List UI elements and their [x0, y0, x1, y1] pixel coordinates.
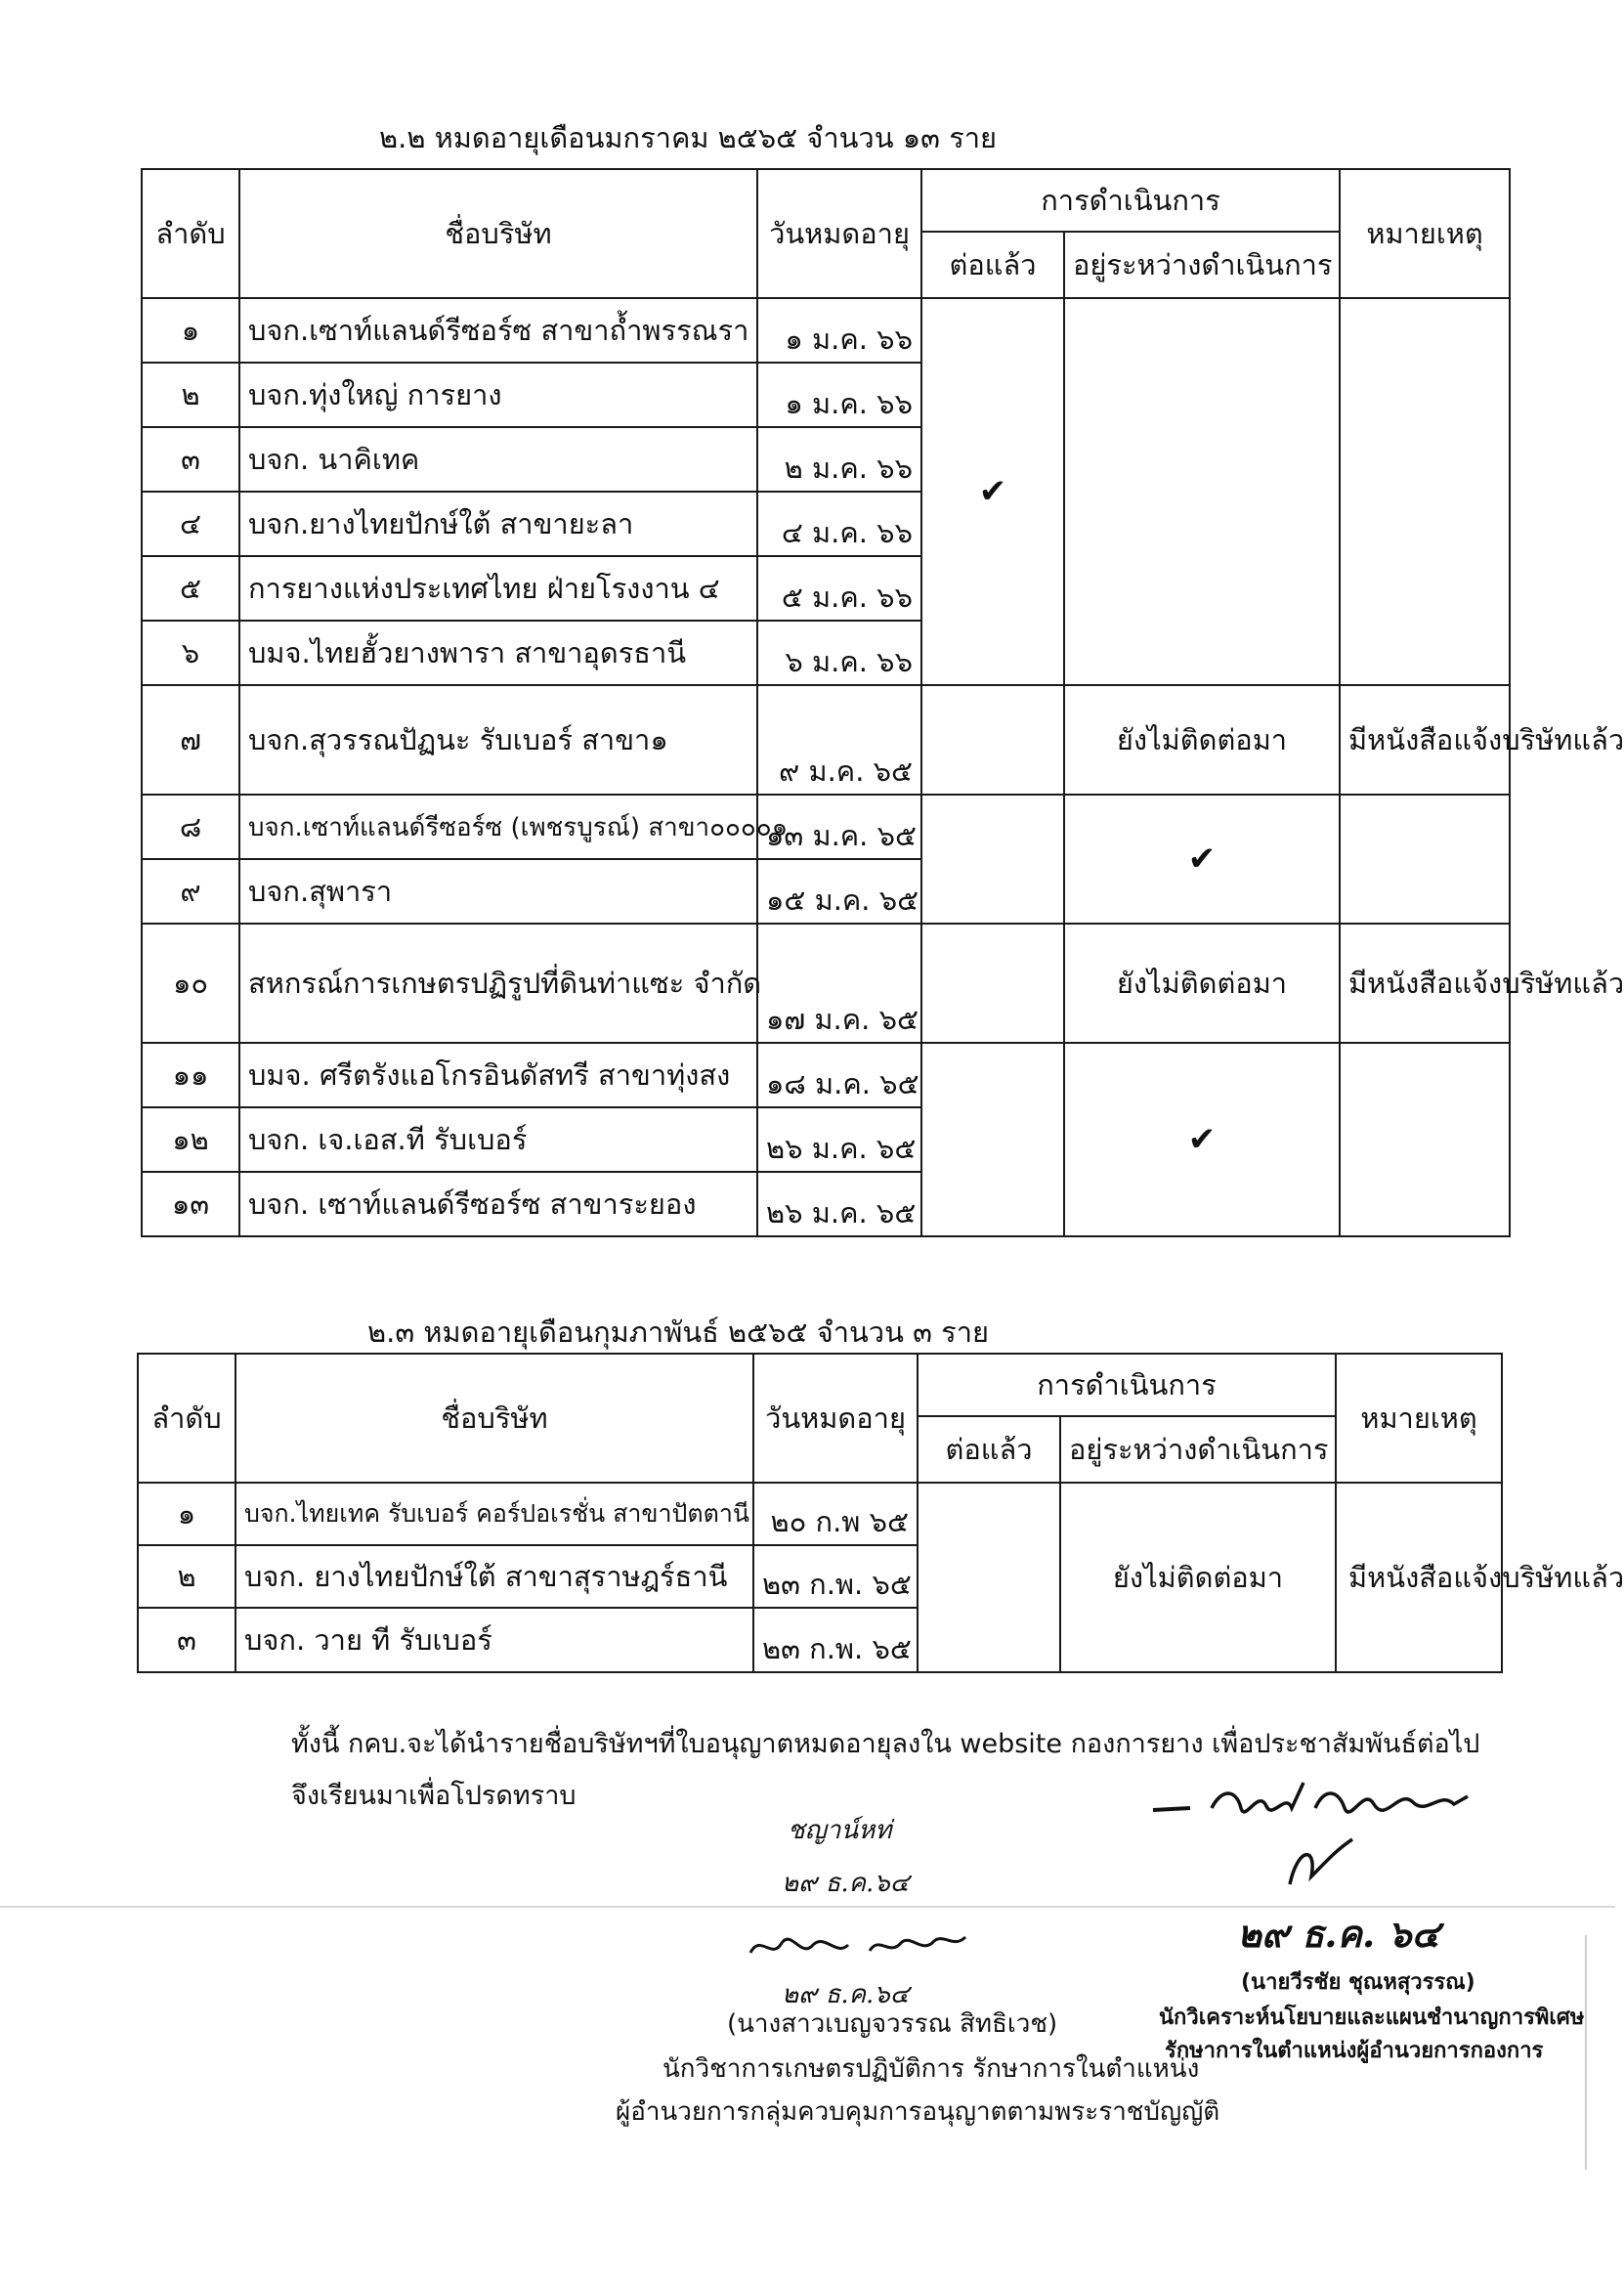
row-no: ๖ [142, 621, 239, 685]
signatory-right-position: นักวิเคราะห์นโยบายและแผนชำนาญการพิเศษ [1159, 2006, 1585, 2030]
row-expiry: ๒ ม.ค. ๖๖ [757, 427, 921, 492]
table-row [142, 685, 1510, 795]
row-no: ๘ [142, 795, 239, 859]
table-row [142, 1043, 1510, 1107]
row-company: บจก. เจ.เอส.ที รับเบอร์ [239, 1107, 757, 1172]
remark-notified: มีหนังสือแจ้งบริษัทแล้ว [1340, 685, 1510, 795]
row-company: บจก.เซาท์แลนด์รีซอร์ซ สาขาถ้ำพรรณรา [239, 298, 757, 363]
row-expiry: ๔ ม.ค. ๖๖ [757, 492, 921, 556]
handwritten-date-left: ๒๙ ธ.ค.๖๔ [782, 1980, 910, 2009]
col-header-action: การดำเนินการ [921, 169, 1340, 232]
signature-left-image [743, 1923, 977, 1970]
remark-cell [1340, 795, 1510, 924]
row-company: บจก. เซาท์แลนด์รีซอร์ซ สาขาระยอง [239, 1172, 757, 1236]
in-progress-check-mark: ✔ [1064, 1043, 1340, 1236]
row-company: บจก.เซาท์แลนด์รีซอร์ซ (เพชรบูรณ์) สาขา๐๐๐๐๑ [239, 795, 757, 859]
row-expiry: ๑๗ ม.ค. ๖๕ [757, 924, 921, 1043]
renewed-cell [921, 924, 1064, 1043]
col-header-action: การดำเนินการ [918, 1354, 1336, 1416]
row-company: การยางแห่งประเทศไทย ฝ่ายโรงงาน ๔ [239, 556, 757, 621]
row-no: ๑๒ [142, 1107, 239, 1172]
row-no: ๕ [142, 556, 239, 621]
signatory-left-name: (นางสาวเบญจวรรณ สิทธิเวช) [727, 2009, 1058, 2039]
col-header-no: ลำดับ [142, 169, 239, 298]
signature-right-image [1143, 1769, 1495, 1906]
row-expiry: ๖ ม.ค. ๖๖ [757, 621, 921, 685]
row-company: บจก. วาย ที รับเบอร์ [235, 1608, 753, 1672]
row-no: ๙ [142, 859, 239, 924]
col-header-no: ลำดับ [138, 1354, 235, 1483]
row-no: ๑ [142, 298, 239, 363]
row-company: บจก. นาคิเทค [239, 427, 757, 492]
row-company: บจก. ยางไทยปักษ์ใต้ สาขาสุราษฎร์ธานี [235, 1545, 753, 1608]
row-company: บมจ.ไทยฮั้วยางพารา สาขาอุดรธานี [239, 621, 757, 685]
table-january-expiry [141, 168, 1624, 1237]
row-expiry: ๑๘ ม.ค. ๖๕ [757, 1043, 921, 1107]
row-no: ๗ [142, 685, 239, 795]
col-header-company: ชื่อบริษัท [239, 169, 757, 298]
row-expiry: ๑ ม.ค. ๖๖ [757, 298, 921, 363]
row-no: ๒ [138, 1545, 235, 1608]
status-not-contacted: ยังไม่ติดต่อมา [1064, 924, 1340, 1043]
scan-fold-line [0, 1906, 1615, 1908]
row-no: ๓ [138, 1608, 235, 1672]
renewed-cell [921, 685, 1064, 795]
row-expiry: ๑๓ ม.ค. ๖๕ [757, 795, 921, 859]
in-progress-cell [1064, 298, 1340, 685]
signatory-left-position: นักวิชาการเกษตรปฏิบัติการ รักษาการในตำแหน่ง [662, 2054, 1200, 2084]
col-header-remark: หมายเหตุ [1336, 1354, 1502, 1483]
handwritten-date-right: ๒๙ ธ.ค. ๖๔ [1237, 1912, 1440, 1956]
row-company: บจก.ไทยเทค รับเบอร์ คอร์ปอเรชั่น สาขาปัตตานี [235, 1483, 753, 1545]
col-header-remark: หมายเหตุ [1340, 169, 1510, 298]
row-company: บจก.สุพารา [239, 859, 757, 924]
row-company: สหกรณ์การเกษตรปฏิรูปที่ดินท่าแซะ จำกัด [239, 924, 757, 1043]
signatory-right-position-2: รักษาการในตำแหน่งผู้อำนวยการกองการ [1165, 2039, 1544, 2063]
col-header-expiry: วันหมดอายุ [757, 169, 921, 298]
renewed-cell [918, 1483, 1060, 1672]
row-expiry: ๒๖ ม.ค. ๖๕ [757, 1107, 921, 1172]
row-expiry: ๑๕ ม.ค. ๖๕ [757, 859, 921, 924]
closing-line-2: จึงเรียนมาเพื่อโปรดทราบ [291, 1781, 577, 1811]
col-header-company: ชื่อบริษัท [235, 1354, 753, 1483]
signatory-left-position-2: ผู้อำนวยการกลุ่มควบคุมการอนุญาตตามพระราชบัญญัติ [616, 2097, 1220, 2127]
section-2-2-heading: ๒.๒ หมดอายุเดือนมกราคม ๒๕๖๕ จำนวน ๑๓ ราย [379, 121, 998, 154]
row-no: ๓ [142, 427, 239, 492]
row-no: ๑ [138, 1483, 235, 1545]
closing-line-1: ทั้งนี้ กคบ.จะได้นำรายชื่อบริษัทฯที่ใบอนุญาตหมดอายุลงใน website กองการยาง เพื่อประชาสัมพันธ์ต่อไป [291, 1729, 1480, 1759]
remark-cell [1340, 1043, 1510, 1236]
in-progress-check-mark: ✔ [1064, 795, 1340, 924]
remark-cell [1340, 298, 1510, 685]
row-no: ๑๓ [142, 1172, 239, 1236]
row-expiry: ๕ ม.ค. ๖๖ [757, 556, 921, 621]
col-header-renewed: ต่อแล้ว [921, 232, 1064, 298]
remark-notified: มีหนังสือแจ้งบริษัทแล้ว [1340, 924, 1510, 1043]
table-row [138, 1483, 1502, 1545]
row-company: บจก.สุวรรณปัฏนะ รับเบอร์ สาขา๑ [239, 685, 757, 795]
row-expiry: ๒๓ ก.พ. ๖๕ [753, 1608, 918, 1672]
table-row [142, 795, 1510, 859]
row-company: บจก.ยางไทยปักษ์ใต้ สาขายะลา [239, 492, 757, 556]
renewed-check-mark: ✔ [921, 298, 1064, 685]
handwritten-date: ๒๙ ธ.ค.๖๔ [782, 1869, 910, 1898]
status-not-contacted: ยังไม่ติดต่อมา [1064, 685, 1340, 795]
col-header-in-progress: อยู่ระหว่างดำเนินการ [1060, 1416, 1336, 1483]
section-2-3-heading: ๒.๓ หมดอายุเดือนกุมภาพันธ์ ๒๕๖๕ จำนวน ๓ ราย [367, 1316, 990, 1349]
table-row [142, 924, 1510, 1043]
col-header-renewed: ต่อแล้ว [918, 1416, 1060, 1483]
col-header-in-progress: อยู่ระหว่างดำเนินการ [1064, 232, 1340, 298]
row-expiry: ๒๐ ก.พ ๖๕ [753, 1483, 918, 1545]
row-expiry: ๙ ม.ค. ๖๕ [757, 685, 921, 795]
handwritten-note: ชญาน์หท่ [788, 1816, 892, 1845]
row-no: ๑๐ [142, 924, 239, 1043]
remark-notified: มีหนังสือแจ้งบริษัทแล้ว [1336, 1483, 1502, 1672]
row-expiry: ๒๓ ก.พ. ๖๕ [753, 1545, 918, 1608]
row-no: ๑๑ [142, 1043, 239, 1107]
row-company: บมจ. ศรีตรังแอโกรอินดัสทรี สาขาทุ่งสง [239, 1043, 757, 1107]
row-no: ๒ [142, 363, 239, 427]
renewed-cell [921, 795, 1064, 924]
row-no: ๔ [142, 492, 239, 556]
signatory-right-name: (นายวีรชัย ชุณหสุวรรณ) [1241, 1970, 1475, 1995]
table-february-expiry [137, 1353, 1624, 1673]
table-row [142, 298, 1510, 363]
row-expiry: ๑ ม.ค. ๖๖ [757, 363, 921, 427]
status-not-contacted: ยังไม่ติดต่อมา [1060, 1483, 1336, 1672]
row-expiry: ๒๖ ม.ค. ๖๕ [757, 1172, 921, 1236]
row-company: บจก.ทุ่งใหญ่ การยาง [239, 363, 757, 427]
scan-edge-line [1585, 1935, 1587, 2170]
col-header-expiry: วันหมดอายุ [753, 1354, 918, 1483]
renewed-cell [921, 1043, 1064, 1236]
